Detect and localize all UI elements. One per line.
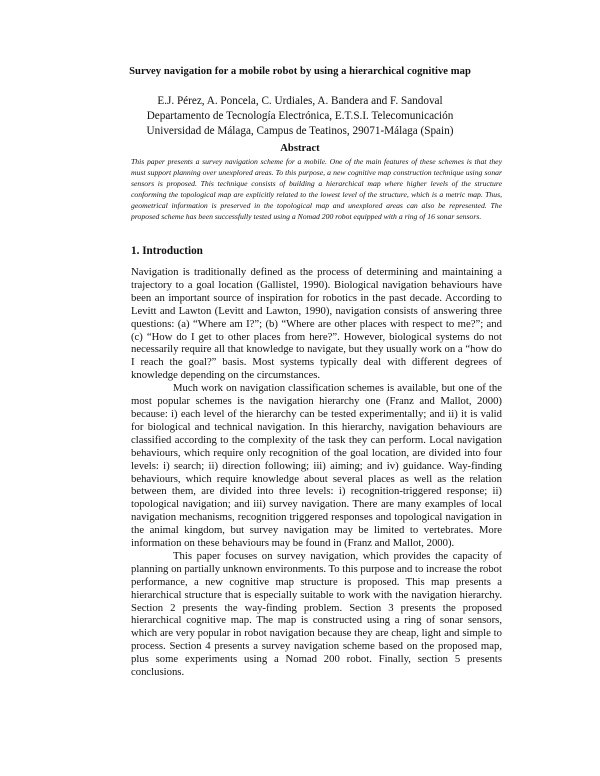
introduction-body	[131, 266, 502, 679]
author-block	[0, 94, 600, 140]
author-list: E.J. Pérez, A. Poncela, C. Urdiales, A. Bandera and F. Sandoval	[157, 95, 443, 107]
body-paragraph: This paper focuses on survey navigation, which provides the capacity of planning on partially unknown environments. To this purpose and to increase the robot performance, a new cognitive map structure is proposed. This map presents a hierarchical structure that is especially suitable to work with the navigation hierarchy. Section 2 presents the way-finding problem. Section 3 presents the proposed hierarchical cognitive map. The map is constructed using a ring of sonar sensors, which are very popular in robot navigation because they are cheap, light and simple to process. Section 4 presents a survey navigation scheme based on the proposed map, plus some experiments using a Nomad 200 robot. Finally, section 5 presents conclusions.	[131, 549, 502, 679]
affiliation-line: Departamento de Tecnología Electrónica, E.T.S.I. Telecomunicación	[146, 110, 454, 123]
abstract-heading: Abstract	[280, 143, 320, 154]
section-heading: 1. Introduction	[131, 245, 203, 257]
abstract-body	[131, 157, 502, 222]
paper-title: Survey navigation for a mobile robot by using a hierarchical cognitive map	[129, 66, 471, 77]
body-paragraph: Much work on navigation classification schemes is available, but one of the most popular schemes is the navigation hierarchy one (Franz and Mallot, 2000) because: i) each level of the hierarchy can be tested experimentally; and ii) it is valid for biological and technical navigation. In this hierarchy, navigation behaviours are classified according to the complexity of the task they can perform. Local navigation behaviours, which require only recognition of the goal location, are divided into four levels: i) search; ii) direction following; iii) aiming; and iv) guidance. Way-finding behaviours, which require knowledge about several places as well as the relation between them, are divided into three levels: i) recognition-triggered response; ii) topological navigation; and iii) survey navigation. There are many examples of local navigation mechanisms, recognition triggered responses and topological navigation in the animal kingdom, but survey navigation may be limited to vertebrates. More information on these behaviours may be found in (Franz and Mallot, 2000).	[131, 382, 502, 550]
body-paragraph: Navigation is traditionally defined as the process of determining and maintaining a trajectory to a goal location (Gallistel, 1990). Biological navigation behaviours have been an important source of inspiration for robotics in the past decade. According to Levitt and Lawton (Levitt and Lawton, 1990), navigation consists of answering three questions: (a) “Where am I?”; (b) “Where are other places with respect to me?”; and (c) “How do I get to other places from here?”. However, biological systems do not necessarily require all that knowledge to navigate, but they usually work on a “how do I reach the goal?” basis. Most systems typically deal with different degrees of knowledge depending on the circumstances.	[131, 266, 502, 382]
affiliation-line: Universidad de Málaga, Campus de Teatinos, 29071-Málaga (Spain)	[146, 125, 454, 138]
abstract-text: This paper presents a survey navigation scheme for a mobile. One of the main features of these schemes is that they must support planning over unexplored areas. To this purpose, a new cognitive map construction technique using sonar sensors is proposed. This technique consists of building a hierarchical map where higher levels of the structure conforming the topological map are explicitly related to the lowest level of the structure, which is a metric map. Thus, geometrical information is preserved in the topological map and unexplored areas can also be represented. The proposed scheme has been successfully tested using a Nomad 200 robot equipped with a ring of 16 sonar sensors.	[131, 157, 502, 221]
